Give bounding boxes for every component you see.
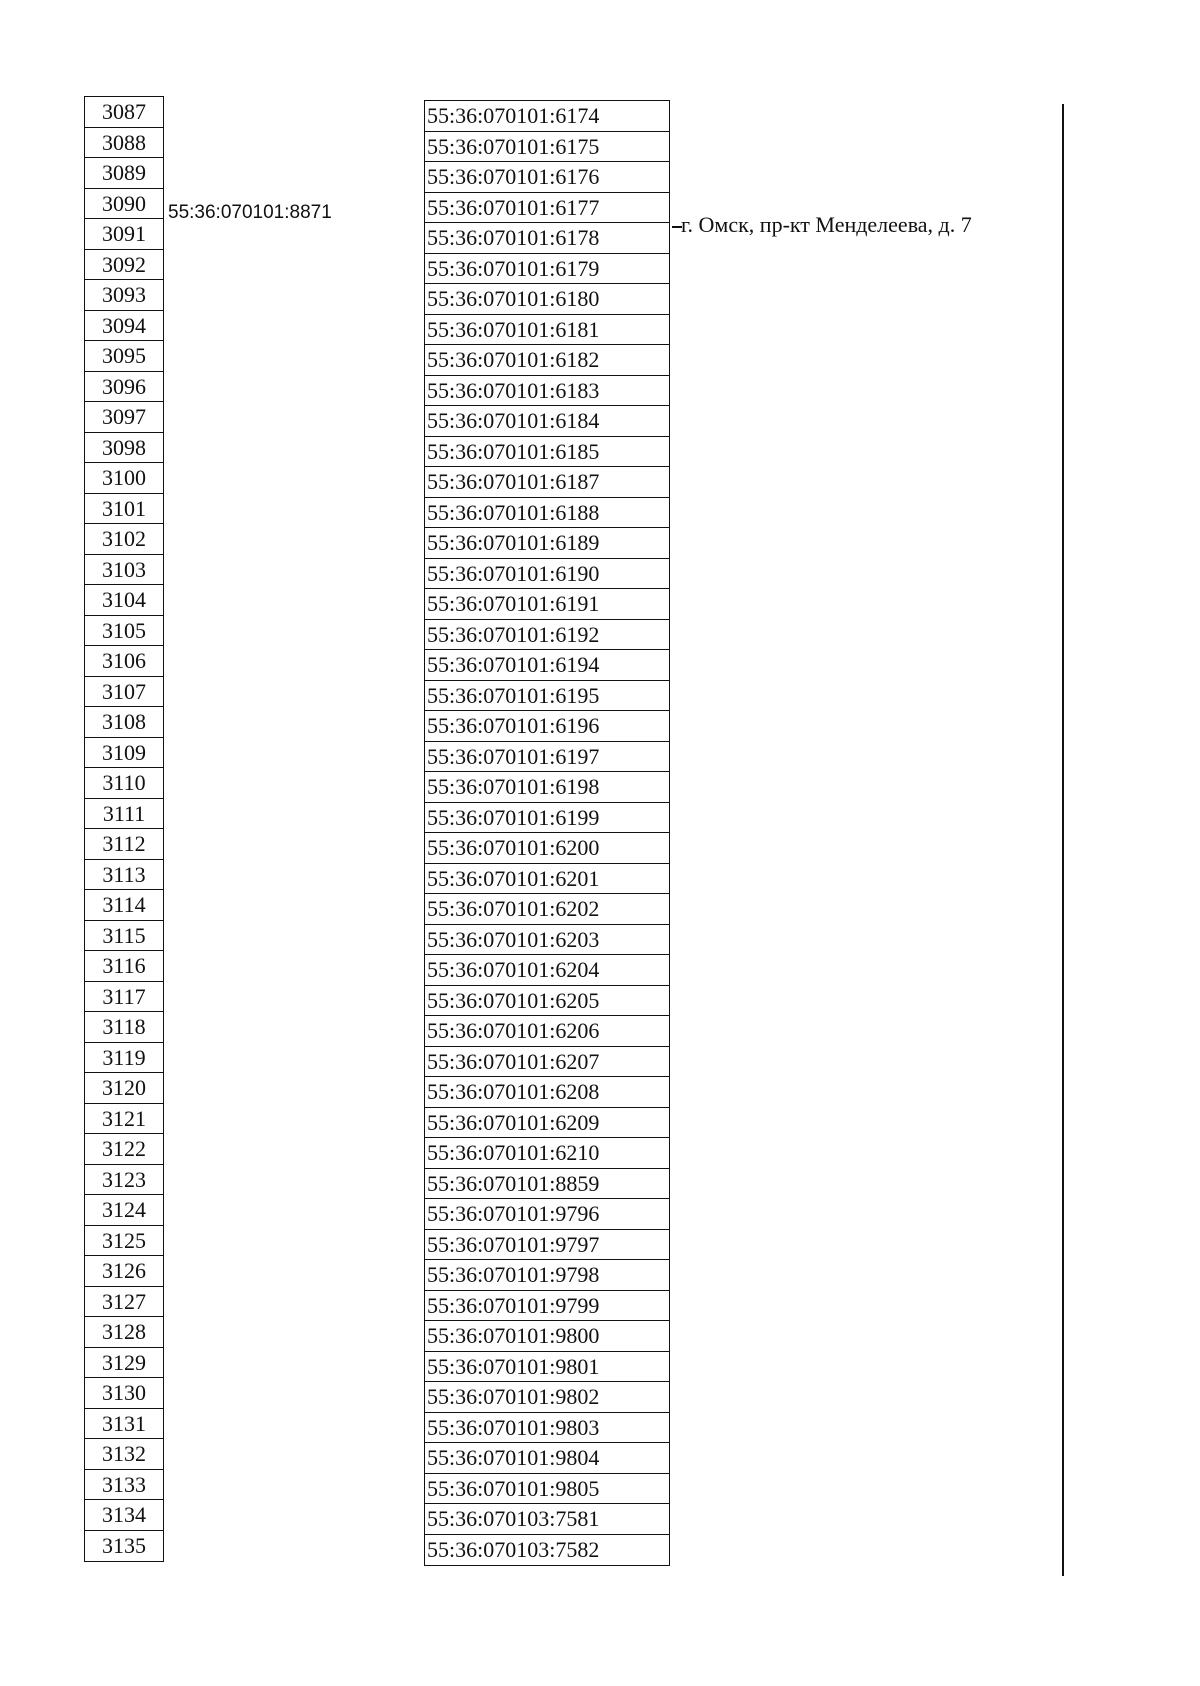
cadastral-number-cell: 55:36:070101:6209 xyxy=(425,1108,669,1139)
cadastral-number-cell: 55:36:070101:6203 xyxy=(425,925,669,956)
row-number-cell: 3124 xyxy=(85,1195,163,1226)
cadastral-number-cell: 55:36:070101:9797 xyxy=(425,1230,669,1261)
cadastral-number-cell: 55:36:070101:6178 xyxy=(425,223,669,254)
row-number-cell: 3112 xyxy=(85,829,163,860)
row-number-cell: 3094 xyxy=(85,311,163,342)
row-number-cell: 3093 xyxy=(85,280,163,311)
cadastral-number-cell: 55:36:070101:6204 xyxy=(425,955,669,986)
row-number-cell: 3089 xyxy=(85,158,163,189)
cadastral-number-cell: 55:36:070101:6174 xyxy=(425,101,669,132)
row-number-cell: 3116 xyxy=(85,951,163,982)
row-number-cell: 3127 xyxy=(85,1287,163,1318)
cadastral-number-cell: 55:36:070101:8859 xyxy=(425,1169,669,1200)
row-number-cell: 3109 xyxy=(85,738,163,769)
row-number-cell: 3097 xyxy=(85,402,163,433)
row-number-cell: 3110 xyxy=(85,768,163,799)
row-number-cell: 3092 xyxy=(85,250,163,281)
row-number-cell: 3113 xyxy=(85,860,163,891)
row-number-cell: 3088 xyxy=(85,128,163,159)
cadastral-number-cell: 55:36:070101:6176 xyxy=(425,162,669,193)
cadastral-number-cell: 55:36:070101:9805 xyxy=(425,1474,669,1505)
row-number-cell: 3090 xyxy=(85,189,163,220)
row-number-cell: 3120 xyxy=(85,1073,163,1104)
row-number-cell: 3134 xyxy=(85,1500,163,1531)
cadastral-number-cell: 55:36:070101:6184 xyxy=(425,406,669,437)
cadastral-number-cell: 55:36:070101:6185 xyxy=(425,437,669,468)
cadastral-number-cell: 55:36:070101:9803 xyxy=(425,1413,669,1444)
row-number-cell: 3102 xyxy=(85,524,163,555)
cadastral-number-cell: 55:36:070101:6199 xyxy=(425,803,669,834)
row-number-cell: 3100 xyxy=(85,463,163,494)
row-number-cell: 3131 xyxy=(85,1409,163,1440)
row-number-cell: 3129 xyxy=(85,1348,163,1379)
cadastral-number-cell: 55:36:070103:7582 xyxy=(427,1536,600,1562)
row-number-column xyxy=(84,96,164,1562)
table-right-border xyxy=(1062,104,1064,1576)
row-number-cell: 3128 xyxy=(85,1317,163,1348)
row-number-cell: 3123 xyxy=(85,1165,163,1196)
cadastral-number-cell: 55:36:070101:9802 xyxy=(425,1382,669,1413)
cadastral-number-cell: 55:36:070101:9804 xyxy=(425,1443,669,1474)
cadastral-number-cell: 55:36:070101:6195 xyxy=(425,681,669,712)
cadastral-number-cell: 55:36:070101:9798 xyxy=(425,1260,669,1291)
row-number-cell: 3095 xyxy=(85,341,163,372)
cadastral-number-cell: 55:36:070101:6201 xyxy=(425,864,669,895)
row-number-cell: 3101 xyxy=(85,494,163,525)
row-number-cell: 3114 xyxy=(85,890,163,921)
cadastral-number-cell: 55:36:070101:6192 xyxy=(425,620,669,651)
cadastral-number-cell: 55:36:070101:6191 xyxy=(425,589,669,620)
cadastral-number-cell: 55:36:070101:6206 xyxy=(425,1016,669,1047)
cadastral-number-cell: 55:36:070101:6179 xyxy=(425,254,669,285)
cadastral-number-cell: 55:36:070101:6175 xyxy=(425,132,669,163)
cadastral-number-cell: 55:36:070101:6188 xyxy=(425,498,669,529)
cadastral-number-cell: 55:36:070101:9796 xyxy=(425,1199,669,1230)
cadastral-number-cell: 55:36:070101:6190 xyxy=(425,559,669,590)
row-number-cell: 3103 xyxy=(85,555,163,586)
cadastral-number-cell: 55:36:070101:6177 xyxy=(425,193,669,224)
cadastral-number-cell: 55:36:070101:9799 xyxy=(425,1291,669,1322)
row-number-cell: 3107 xyxy=(85,677,163,708)
cadastral-number-cell: 55:36:070101:6205 xyxy=(425,986,669,1017)
row-number-cell: 3125 xyxy=(85,1226,163,1257)
row-number-cell: 3106 xyxy=(85,646,163,677)
cadastral-number-cell: 55:36:070103:7581 xyxy=(425,1504,669,1535)
row-number-cell: 3091 xyxy=(85,219,163,250)
cadastral-number-cell: 55:36:070101:6210 xyxy=(425,1138,669,1169)
cadastral-number-cell: 55:36:070101:6194 xyxy=(425,650,669,681)
row-number-cell: 3098 xyxy=(85,433,163,464)
row-number-cell: 3135 xyxy=(102,1532,146,1558)
row-number-cell: 3118 xyxy=(85,1012,163,1043)
row-number-cell: 3130 xyxy=(85,1378,163,1409)
parent-cadastral-number: 55:36:070101:8871 xyxy=(168,202,332,223)
cadastral-number-cell: 55:36:070101:6189 xyxy=(425,528,669,559)
cadastral-number-cell: 55:36:070101:6202 xyxy=(425,894,669,925)
cadastral-number-column xyxy=(424,100,670,1566)
cadastral-number-cell: 55:36:070101:6197 xyxy=(425,742,669,773)
row-number-cell: 3121 xyxy=(85,1104,163,1135)
cadastral-number-cell: 55:36:070101:9801 xyxy=(425,1352,669,1383)
row-number-cell: 3096 xyxy=(85,372,163,403)
row-number-cell: 3111 xyxy=(85,799,163,830)
row-number-cell: 3126 xyxy=(85,1256,163,1287)
cadastral-number-cell: 55:36:070101:6182 xyxy=(425,345,669,376)
row-number-cell: 3115 xyxy=(85,921,163,952)
cadastral-number-cell: 55:36:070101:6200 xyxy=(425,833,669,864)
row-number-cell: 3133 xyxy=(85,1470,163,1501)
row-number-cell: 3087 xyxy=(85,97,163,128)
object-address: г. Омск, пр-кт Менделеева, д. 7 xyxy=(681,212,972,237)
cadastral-number-cell: 55:36:070101:6198 xyxy=(425,772,669,803)
cadastral-number-cell: 55:36:070101:6187 xyxy=(425,467,669,498)
cadastral-number-cell: 55:36:070101:6181 xyxy=(425,315,669,346)
cadastral-number-cell: 55:36:070101:9800 xyxy=(425,1321,669,1352)
row-number-cell: 3119 xyxy=(85,1043,163,1074)
row-number-cell: 3117 xyxy=(85,982,163,1013)
cadastral-number-cell: 55:36:070101:6196 xyxy=(425,711,669,742)
cadastral-number-cell: 55:36:070101:6207 xyxy=(425,1047,669,1078)
cadastral-number-cell: 55:36:070101:6180 xyxy=(425,284,669,315)
row-number-cell: 3108 xyxy=(85,707,163,738)
row-number-cell: 3105 xyxy=(85,616,163,647)
cadastral-number-cell: 55:36:070101:6208 xyxy=(425,1077,669,1108)
row-number-cell: 3132 xyxy=(85,1439,163,1470)
cadastral-number-cell: 55:36:070101:6183 xyxy=(425,376,669,407)
row-number-cell: 3104 xyxy=(85,585,163,616)
row-number-cell: 3122 xyxy=(85,1134,163,1165)
